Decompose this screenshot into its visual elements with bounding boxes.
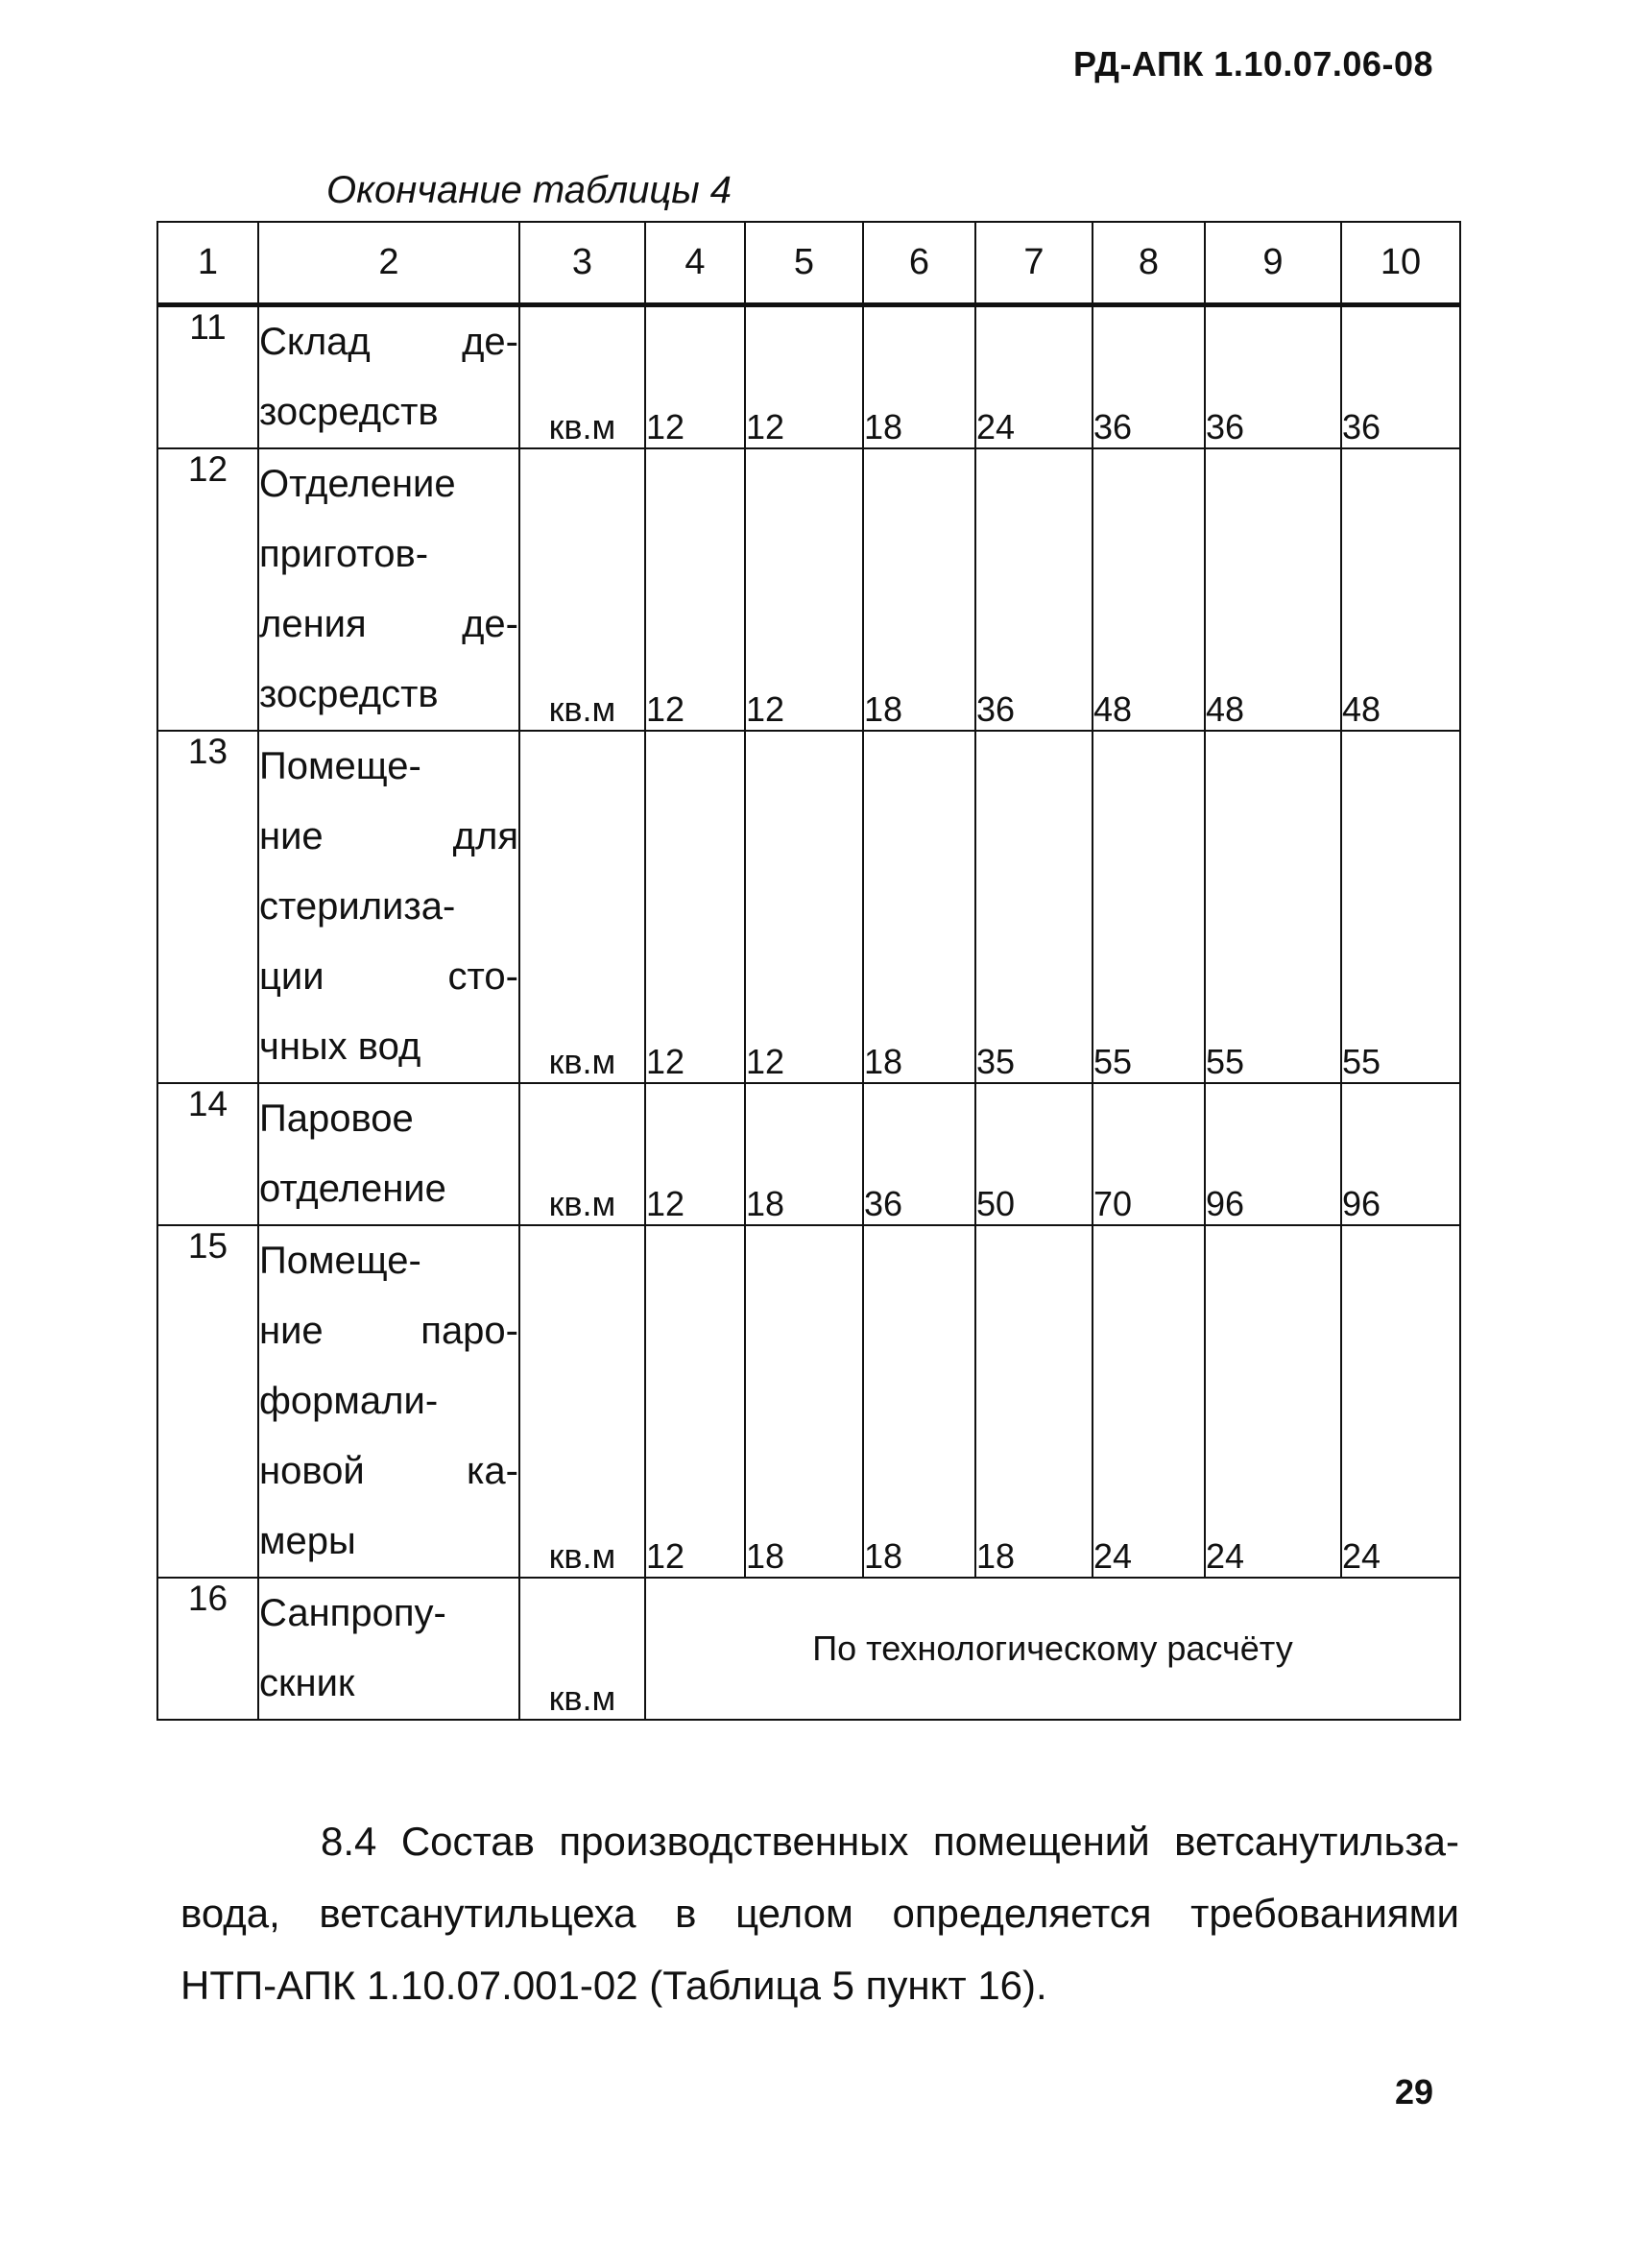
merged-value-cell: По технологическому расчёту <box>645 1578 1460 1720</box>
value-cell: 12 <box>745 731 863 1083</box>
room-name-line: новой ка- <box>259 1450 518 1492</box>
row-number: 15 <box>157 1225 258 1578</box>
value-cell: 12 <box>745 305 863 449</box>
value-cell: 12 <box>745 448 863 731</box>
column-header: 5 <box>745 222 863 305</box>
value-cell: 55 <box>1205 731 1341 1083</box>
room-name-line: Склад де- <box>259 321 518 363</box>
column-header: 8 <box>1093 222 1205 305</box>
paragraph-8-4 <box>180 1805 1459 2021</box>
value-cell: 24 <box>1093 1225 1205 1578</box>
column-header: 6 <box>863 222 975 305</box>
column-header: 2 <box>258 222 519 305</box>
value-cell: 18 <box>863 305 975 449</box>
value-cell: 18 <box>863 731 975 1083</box>
column-number-row <box>157 222 1460 305</box>
room-name-line: меры <box>259 1520 356 1562</box>
value-cell: 24 <box>975 305 1093 449</box>
page-number: 29 <box>1394 2072 1433 2111</box>
value-cell: 24 <box>1341 1225 1460 1578</box>
table-row <box>157 305 1460 449</box>
value-cell: 18 <box>863 1225 975 1578</box>
room-name-line: ции сто- <box>259 955 518 998</box>
room-name-line: Санпропу- <box>259 1592 446 1634</box>
value-cell: 50 <box>975 1083 1093 1225</box>
room-name-line: скник <box>259 1662 355 1704</box>
table-caption: Окончание таблицы 4 <box>326 169 732 211</box>
value-cell: 55 <box>1093 731 1205 1083</box>
room-name-line: стерилиза- <box>259 885 456 928</box>
row-number: 14 <box>157 1083 258 1225</box>
value-cell: 35 <box>975 731 1093 1083</box>
room-name <box>258 1083 519 1225</box>
value-cell: 12 <box>645 1225 745 1578</box>
room-name-line: Паровое <box>259 1098 414 1140</box>
row-number: 13 <box>157 731 258 1083</box>
value-cell: 36 <box>1093 305 1205 449</box>
value-cell: 18 <box>863 448 975 731</box>
value-cell: 55 <box>1341 731 1460 1083</box>
room-name <box>258 731 519 1083</box>
value-cell: 36 <box>863 1083 975 1225</box>
table-row <box>157 1225 1460 1578</box>
paragraph-line: вода, ветсанутильцеха в целом определяется требованиями <box>180 1891 1459 1936</box>
room-name-line: приготов- <box>259 533 429 575</box>
room-name-line: зосредств <box>259 391 439 433</box>
value-cell: 12 <box>645 1083 745 1225</box>
document-code: РД-АПК 1.10.07.06-08 <box>1073 44 1433 84</box>
room-name-line: зосредств <box>259 673 439 715</box>
value-cell: 24 <box>1205 1225 1341 1578</box>
value-cell: 36 <box>975 448 1093 731</box>
column-header: 9 <box>1205 222 1341 305</box>
room-name-line: чных вод <box>259 1025 421 1068</box>
row-number: 11 <box>157 305 258 449</box>
paragraph-line: НТП-АПК 1.10.07.001-02 (Таблица 5 пункт 16). <box>180 1963 1047 2008</box>
table-row <box>157 731 1460 1083</box>
unit-cell: кв.м <box>519 1225 645 1578</box>
room-name-line: ние паро- <box>259 1310 518 1352</box>
value-cell: 48 <box>1205 448 1341 731</box>
value-cell: 96 <box>1205 1083 1341 1225</box>
column-header: 3 <box>519 222 645 305</box>
value-cell: 18 <box>745 1225 863 1578</box>
room-name-line: формали- <box>259 1380 439 1422</box>
column-header: 4 <box>645 222 745 305</box>
row-number: 16 <box>157 1578 258 1720</box>
room-name-line: Помеще- <box>259 745 421 787</box>
table-row <box>157 448 1460 731</box>
value-cell: 12 <box>645 731 745 1083</box>
value-cell: 18 <box>745 1083 863 1225</box>
value-cell: 18 <box>975 1225 1093 1578</box>
value-cell: 96 <box>1341 1083 1460 1225</box>
room-name-line: Помеще- <box>259 1240 421 1282</box>
room-name-line: ние для <box>259 815 518 857</box>
column-header: 10 <box>1341 222 1460 305</box>
value-cell: 36 <box>1341 305 1460 449</box>
unit-cell: кв.м <box>519 448 645 731</box>
unit-cell: кв.м <box>519 1578 645 1720</box>
value-cell: 12 <box>645 305 745 449</box>
table-row <box>157 1083 1460 1225</box>
table-row <box>157 1578 1460 1720</box>
room-name-line: Отделение <box>259 463 456 505</box>
room-name <box>258 305 519 449</box>
room-name <box>258 448 519 731</box>
paragraph-line: 8.4 Состав производственных помещений ветсанутильза- <box>321 1819 1459 1864</box>
value-cell: 48 <box>1093 448 1205 731</box>
value-cell: 70 <box>1093 1083 1205 1225</box>
value-cell: 48 <box>1341 448 1460 731</box>
unit-cell: кв.м <box>519 1083 645 1225</box>
column-header: 7 <box>975 222 1093 305</box>
value-cell: 12 <box>645 448 745 731</box>
unit-cell: кв.м <box>519 731 645 1083</box>
area-norms-table <box>156 221 1461 1721</box>
room-name <box>258 1225 519 1578</box>
room-name-line: ления де- <box>259 603 518 645</box>
room-name-line: отделение <box>259 1168 446 1210</box>
unit-cell: кв.м <box>519 305 645 449</box>
value-cell: 36 <box>1205 305 1341 449</box>
room-name <box>258 1578 519 1720</box>
row-number: 12 <box>157 448 258 731</box>
column-header: 1 <box>157 222 258 305</box>
